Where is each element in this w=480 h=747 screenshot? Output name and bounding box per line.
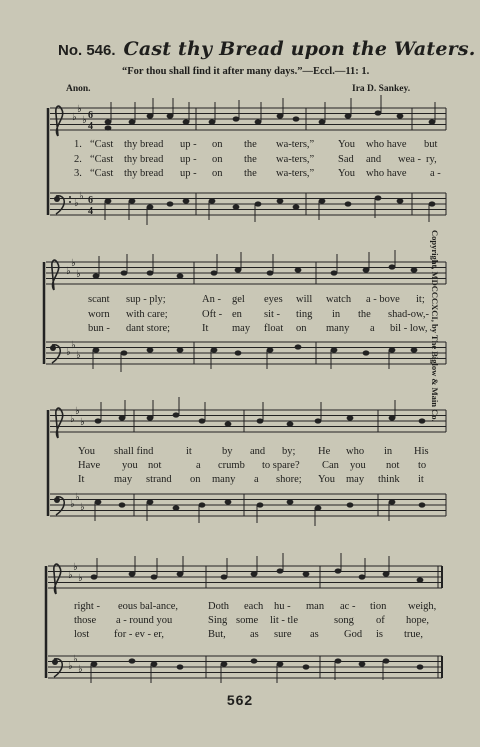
lyric-word: sure xyxy=(274,629,292,640)
lyricist-credit: Anon. xyxy=(66,84,91,94)
lyric-word: each xyxy=(244,601,264,612)
lyric-word: those xyxy=(74,615,97,626)
lyric-word: by; xyxy=(282,446,296,457)
svg-text:♭: ♭ xyxy=(68,570,73,581)
svg-text:♭: ♭ xyxy=(71,258,76,269)
lyric-word: gel xyxy=(232,294,245,305)
svg-text:♭: ♭ xyxy=(82,115,87,126)
lyric-word: dant store; xyxy=(126,323,171,334)
lyric-word: a - round you xyxy=(116,615,173,626)
lyric-word: Have xyxy=(78,460,101,471)
lyric-word: may xyxy=(232,323,251,334)
lyric-word: to spare? xyxy=(262,460,300,471)
lyric-word: weigh, xyxy=(408,601,437,612)
bass-staff xyxy=(46,342,446,364)
lyric-word: ting xyxy=(296,309,313,320)
lyric-word: may xyxy=(114,474,133,485)
svg-text:6: 6 xyxy=(88,110,93,121)
lyric-word: many xyxy=(326,323,350,334)
verse-number: 2. xyxy=(74,154,82,165)
lyric-word: a xyxy=(370,323,375,334)
lyric-word: Can xyxy=(322,460,339,471)
lyric-word: some xyxy=(236,615,259,626)
lyric-word: you xyxy=(122,460,138,471)
lyric-word: It xyxy=(78,474,85,485)
lyric-word: in xyxy=(384,446,393,457)
lyric-word: You xyxy=(338,139,356,150)
lyric-word: it xyxy=(186,446,192,457)
lyric-word: It xyxy=(202,323,209,334)
lyric-word: You xyxy=(338,168,356,179)
svg-text:♭: ♭ xyxy=(80,417,85,428)
lyric-word: lost xyxy=(74,629,90,640)
lyric-word: up - xyxy=(180,168,197,179)
lyric-word: and xyxy=(250,446,266,457)
svg-text:♭: ♭ xyxy=(68,661,73,672)
svg-text:♭: ♭ xyxy=(74,198,79,209)
lyric-word: it; xyxy=(416,294,425,305)
lyric-word: crumb xyxy=(218,460,245,471)
lyric-word: You xyxy=(318,474,336,485)
lyric-word: en xyxy=(232,309,242,320)
hymn-number: No. 546. xyxy=(58,42,116,59)
lyric-word: “Cast xyxy=(90,154,114,165)
lyric-word: on xyxy=(212,139,223,150)
lyric-word: shore; xyxy=(276,474,302,485)
lyric-word: on xyxy=(212,154,223,165)
lyric-word: by xyxy=(222,446,233,457)
lyric-word: you xyxy=(350,460,366,471)
svg-text:♭: ♭ xyxy=(66,266,71,277)
treble-clef-icon xyxy=(56,106,63,136)
hymn-header xyxy=(58,38,476,60)
lyric-word: a - bove xyxy=(366,294,400,305)
lyric-word: He xyxy=(318,446,331,457)
lyric-word: His xyxy=(414,446,429,457)
treble-clef-icon xyxy=(54,564,61,594)
lyric-word: Oft - xyxy=(202,309,223,320)
lyric-word: Sing xyxy=(208,615,228,626)
svg-text:♭: ♭ xyxy=(75,406,80,417)
lyric-word: watch xyxy=(326,294,352,305)
lyric-word: wa-ters,” xyxy=(276,168,315,179)
lyric-word: of xyxy=(376,615,385,626)
treble-staff xyxy=(46,262,446,284)
lyric-word: right - xyxy=(74,601,100,612)
lyric-word: who have xyxy=(366,168,407,179)
treble-clef-icon xyxy=(52,260,59,290)
lyric-word: not xyxy=(386,460,400,471)
lyric-word: thy bread xyxy=(124,168,164,179)
lyric-word: sup - ply; xyxy=(126,294,166,305)
svg-text:♭: ♭ xyxy=(75,492,80,503)
svg-text:♭: ♭ xyxy=(76,269,81,280)
treble-staff xyxy=(48,566,442,588)
lyric-word: ac - xyxy=(340,601,356,612)
treble-clef-icon xyxy=(56,408,63,438)
lyric-word: up - xyxy=(180,139,197,150)
lyric-word: many xyxy=(212,474,236,485)
svg-text:♭: ♭ xyxy=(78,573,83,584)
lyric-word: But, xyxy=(208,629,226,640)
bass-staff xyxy=(50,494,446,516)
lyric-word: true, xyxy=(404,629,423,640)
lyric-word: float xyxy=(264,323,284,334)
lyric-word: bil - low, xyxy=(390,323,428,334)
lyric-word: may xyxy=(346,474,365,485)
svg-text:♭: ♭ xyxy=(73,562,78,573)
lyric-word: thy bread xyxy=(124,154,164,165)
svg-text:♭: ♭ xyxy=(79,191,84,202)
lyric-word: up - xyxy=(180,154,197,165)
lyric-word: God xyxy=(344,629,363,640)
lyric-word: as xyxy=(310,629,319,640)
lyric-word: worn xyxy=(88,309,110,320)
svg-text:♭: ♭ xyxy=(72,112,77,123)
lyric-word: and xyxy=(366,154,382,165)
lyric-word: strand xyxy=(146,474,172,485)
treble-staff xyxy=(50,410,446,432)
svg-text:6: 6 xyxy=(88,195,93,206)
lyric-word: the xyxy=(244,139,257,150)
lyric-word: wa-ters,” xyxy=(276,154,315,165)
lyric-word: lit - tle xyxy=(270,615,298,626)
lyric-word: not xyxy=(148,460,162,471)
scripture-epigraph: “For thou shall find it after many days.”—Eccl.—11: 1. xyxy=(122,66,370,77)
lyric-word: “Cast xyxy=(90,168,114,179)
lyric-word: for - ev - er, xyxy=(114,629,165,640)
lyric-word: man xyxy=(306,601,325,612)
lyric-word: wa-ters,” xyxy=(276,139,315,150)
lyric-word: the xyxy=(244,168,257,179)
lyric-word: the xyxy=(358,309,371,320)
copyright-notice: Copyright, MDCCCXCI, by The Biglow & Main Co. xyxy=(430,230,440,422)
lyric-word: Sad xyxy=(338,154,354,165)
lyric-word: on xyxy=(190,474,201,485)
barlines xyxy=(134,410,378,516)
lyric-word: shall find xyxy=(114,446,154,457)
svg-text:♭: ♭ xyxy=(73,654,78,665)
svg-text:♭: ♭ xyxy=(78,664,83,675)
bass-staff xyxy=(50,193,446,215)
lyric-word: shad-ow,- xyxy=(388,309,430,320)
lyric-word: hu - xyxy=(274,601,291,612)
lyric-word: wea - xyxy=(398,154,422,165)
lyric-word: “Cast xyxy=(90,139,114,150)
verse-number: 1. xyxy=(74,139,82,150)
bass-clef-icon xyxy=(52,659,62,677)
lyric-word: who xyxy=(346,446,365,457)
lyric-word: sit - xyxy=(264,309,281,320)
page-number: 562 xyxy=(226,692,254,708)
note-heads xyxy=(95,412,426,510)
lyric-word: a xyxy=(254,474,259,485)
svg-text:4: 4 xyxy=(88,121,93,132)
lyric-word: eyes xyxy=(264,294,283,305)
lyric-word: tion xyxy=(370,601,387,612)
lyric-word: who have xyxy=(366,139,407,150)
lyric-word: with care; xyxy=(126,309,168,320)
svg-text:4: 4 xyxy=(88,206,93,217)
lyric-word: An - xyxy=(202,294,221,305)
bass-clef-icon xyxy=(50,345,60,363)
svg-text:♭: ♭ xyxy=(66,347,71,358)
svg-text:♭: ♭ xyxy=(70,414,75,425)
lyric-word: thy bread xyxy=(124,139,164,150)
svg-text:♭: ♭ xyxy=(76,350,81,361)
lyric-word: Doth xyxy=(208,601,229,612)
svg-text:♭: ♭ xyxy=(77,104,82,115)
lyric-word: song xyxy=(334,615,354,626)
bass-clef-icon xyxy=(54,497,64,515)
lyric-word: think xyxy=(378,474,400,485)
lyric-word: ry, xyxy=(426,154,437,165)
lyric-word: on xyxy=(296,323,307,334)
lyric-word: hope, xyxy=(406,615,430,626)
lyric-word: the xyxy=(244,154,257,165)
lyric-word: a xyxy=(196,460,201,471)
svg-text:♭: ♭ xyxy=(80,502,85,513)
verse-number: 3. xyxy=(74,168,82,179)
hymn-title: Cast thy Bread upon the Waters. xyxy=(123,38,476,60)
lyric-word: scant xyxy=(88,294,110,305)
svg-text:♭: ♭ xyxy=(70,499,75,510)
lyric-word: it xyxy=(418,474,424,485)
lyric-word: on xyxy=(212,168,223,179)
composer-credit: Ira D. Sankey. xyxy=(352,84,411,94)
lyric-word: bun - xyxy=(88,323,110,334)
lyric-word: You xyxy=(78,446,96,457)
lyric-word: will xyxy=(296,294,313,305)
lyric-word: but xyxy=(424,139,438,150)
lyric-word: a - xyxy=(430,168,441,179)
lyric-word: is xyxy=(376,629,384,640)
lyric-word: to xyxy=(418,460,427,471)
lyric-word: in xyxy=(332,309,341,320)
svg-text:♭: ♭ xyxy=(71,340,76,351)
lyric-word: as xyxy=(250,629,259,640)
lyric-word: eous bal-ance, xyxy=(118,601,179,612)
